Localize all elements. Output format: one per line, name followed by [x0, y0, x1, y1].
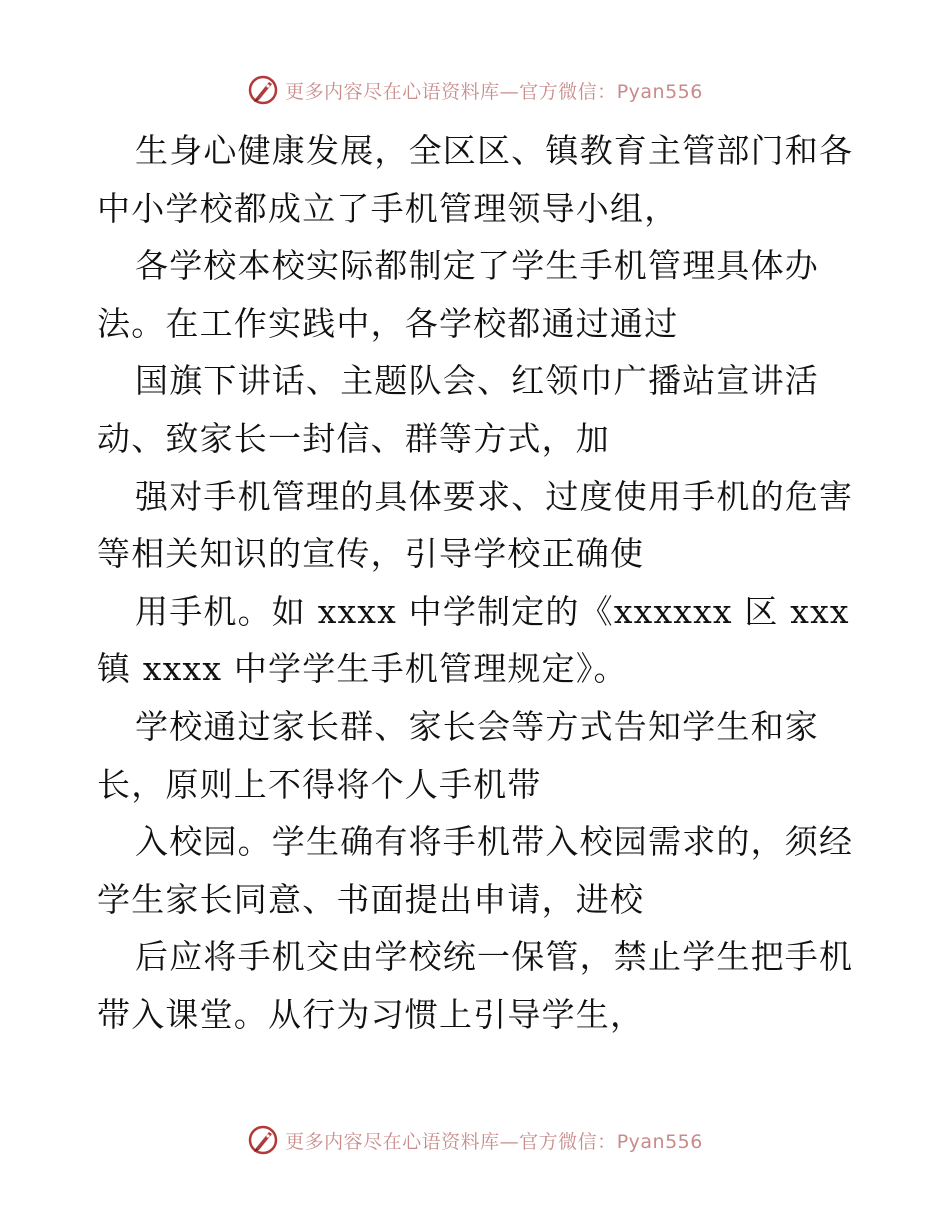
- header-wechat-id: Pyan556: [616, 80, 703, 103]
- body-line: 学生家长同意、书面提出申请，进校: [97, 879, 645, 919]
- header-watermark: [0, 70, 950, 110]
- body-line: 动、致家长一封信、群等方式，加: [97, 418, 610, 458]
- footer-wechat-id: Pyan556: [616, 1130, 703, 1153]
- header-separator: —: [499, 80, 520, 103]
- footer-wechat-label: 官方微信：: [519, 1130, 617, 1153]
- body-line: 带入课堂。从行为习惯上引导学生，: [97, 994, 645, 1034]
- header-wechat-label: 官方微信：: [519, 80, 617, 103]
- document-body: [97, 122, 857, 1044]
- body-line: 等相关知识的宣传，引导学校正确使: [97, 534, 645, 574]
- footer-brand: 更多内容尽在心语资料库: [285, 1130, 500, 1153]
- body-line: 强对手机管理的具体要求、过度使用手机的危害: [135, 476, 854, 516]
- header-brand: 更多内容尽在心语资料库: [285, 80, 500, 103]
- footer-brand-text: [285, 1127, 703, 1154]
- body-line: 各学校本校实际都制定了学生手机管理具体办: [135, 246, 819, 286]
- header-brand-text: [285, 77, 703, 104]
- body-line: 镇 xxxx 中学学生手机管理规定》。: [97, 649, 628, 689]
- body-line: 入校园。学生确有将手机带入校园需求的，须经: [135, 822, 854, 862]
- body-line: 后应将手机交由学校统一保管，禁止学生把手机: [135, 937, 854, 977]
- body-line: 中小学校都成立了手机管理领导小组，: [97, 188, 679, 228]
- body-line: 法。在工作实践中，各学校都通过通过: [97, 303, 679, 343]
- footer-separator: —: [499, 1130, 520, 1153]
- quill-pen-logo-icon: [247, 1124, 279, 1156]
- body-line: 学校通过家长群、家长会等方式告知学生和家: [135, 706, 819, 746]
- footer-watermark: [0, 1120, 950, 1160]
- body-line: 国旗下讲话、主题队会、红领巾广播站宣讲活: [135, 361, 819, 401]
- body-line: 生身心健康发展，全区区、镇教育主管部门和各: [135, 131, 854, 170]
- body-line: 长，原则上不得将个人手机带: [97, 764, 542, 804]
- quill-pen-logo-icon: [247, 74, 279, 106]
- body-line: 用手机。如 xxxx 中学制定的《xxxxxx 区 xxx: [135, 591, 850, 631]
